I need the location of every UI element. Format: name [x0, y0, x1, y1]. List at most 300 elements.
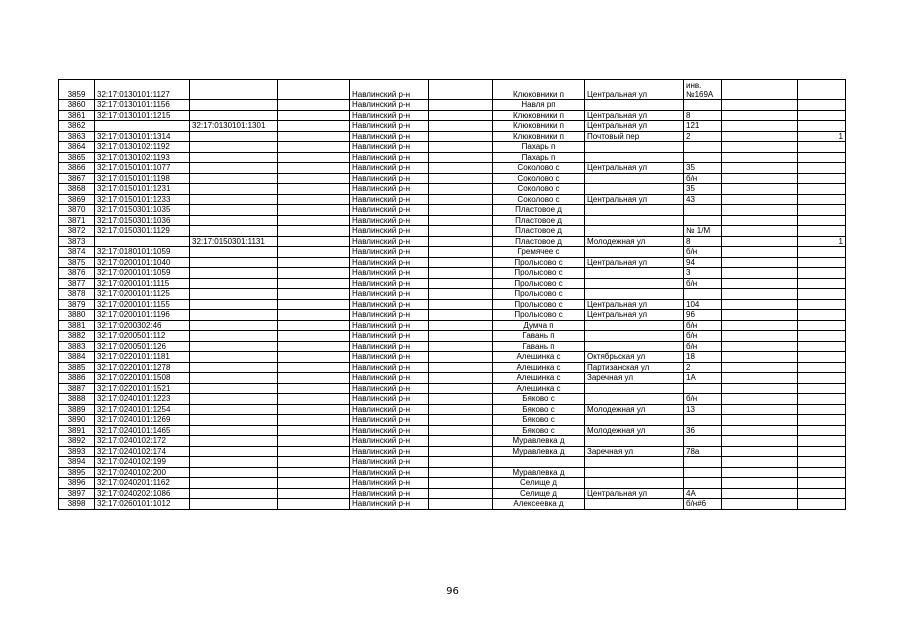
house-number-cell: 96 — [684, 310, 722, 321]
table-row — [59, 478, 846, 489]
empty-cell — [429, 499, 493, 510]
house-number-cell: 3 — [684, 268, 722, 279]
street-cell — [585, 341, 684, 352]
row-number-cell: 3873 — [59, 236, 95, 247]
empty-cell — [722, 457, 798, 468]
street-cell — [585, 173, 684, 184]
street-cell — [585, 247, 684, 258]
count-cell — [798, 404, 846, 415]
empty-cell — [429, 310, 493, 321]
count-cell — [798, 310, 846, 321]
street-cell: Центральная ул — [585, 257, 684, 268]
locality-cell: Навля рп — [493, 100, 585, 111]
count-cell — [798, 488, 846, 499]
district-cell: Навлинский р-н — [350, 488, 429, 499]
empty-cell — [722, 142, 798, 153]
cadastral-number-alt-cell — [190, 373, 278, 384]
cadastral-number-cell: 32:17:0150301:1035 — [95, 205, 190, 216]
row-number-cell: 3885 — [59, 362, 95, 373]
cadastral-number-alt-cell — [190, 215, 278, 226]
empty-cell — [722, 499, 798, 510]
district-cell: Навлинский р-н — [350, 425, 429, 436]
street-cell — [585, 478, 684, 489]
table-row — [59, 446, 846, 457]
count-cell — [798, 425, 846, 436]
empty-cell — [429, 373, 493, 384]
cadastral-number-cell: 32:17:0240102:172 — [95, 436, 190, 447]
row-number-cell: 3897 — [59, 488, 95, 499]
cadastral-number-cell: 32:17:0150101:1198 — [95, 173, 190, 184]
empty-cell — [278, 320, 350, 331]
table-row — [59, 173, 846, 184]
empty-cell — [278, 478, 350, 489]
row-number-cell: 3888 — [59, 394, 95, 405]
cadastral-number-cell: 32:17:0130101:1156 — [95, 100, 190, 111]
locality-cell: Муравлевка д — [493, 467, 585, 478]
cadastral-number-alt-cell — [190, 499, 278, 510]
page-number: 96 — [446, 586, 459, 597]
cadastral-number-cell: 32:17:0240201:1162 — [95, 478, 190, 489]
district-cell: Навлинский р-н — [350, 131, 429, 142]
house-number-cell: 35 — [684, 184, 722, 195]
cadastral-number-alt-cell — [190, 247, 278, 258]
cadastral-number-cell: 32:17:0220101:1508 — [95, 373, 190, 384]
table-row — [59, 194, 846, 205]
empty-cell — [278, 205, 350, 216]
empty-cell — [429, 289, 493, 300]
empty-cell — [278, 331, 350, 342]
district-cell: Навлинский р-н — [350, 142, 429, 153]
empty-cell — [722, 446, 798, 457]
empty-cell — [278, 499, 350, 510]
empty-cell — [722, 257, 798, 268]
count-cell — [798, 163, 846, 174]
district-cell: Навлинский р-н — [350, 383, 429, 394]
table-row — [59, 383, 846, 394]
empty-cell — [278, 131, 350, 142]
empty-cell — [278, 457, 350, 468]
empty-cell — [429, 446, 493, 457]
cadastral-number-cell: 32:17:0220101:1278 — [95, 362, 190, 373]
empty-cell — [278, 194, 350, 205]
cadastral-number-cell: 32:17:0260101:1012 — [95, 499, 190, 510]
cadastral-number-cell: 32:17:0240101:1223 — [95, 394, 190, 405]
table-row — [59, 152, 846, 163]
cadastral-number-cell: 32:17:0150101:1231 — [95, 184, 190, 195]
table-row — [59, 80, 846, 100]
locality-cell: Думча п — [493, 320, 585, 331]
row-number-cell: 3881 — [59, 320, 95, 331]
cadastral-number-cell: 32:17:0200501:126 — [95, 341, 190, 352]
house-number-cell: 43 — [684, 194, 722, 205]
table-row — [59, 236, 846, 247]
empty-cell — [429, 488, 493, 499]
locality-cell: Алешинка с — [493, 373, 585, 384]
table-row — [59, 278, 846, 289]
district-cell: Навлинский р-н — [350, 194, 429, 205]
empty-cell — [429, 80, 493, 100]
cadastral-number-cell: 32:17:0240102:199 — [95, 457, 190, 468]
count-cell — [798, 320, 846, 331]
cadastral-number-cell: 32:17:0200501:112 — [95, 331, 190, 342]
count-cell: 1 — [798, 236, 846, 247]
empty-cell — [278, 404, 350, 415]
locality-cell: Пролысово с — [493, 257, 585, 268]
cadastral-number-cell: 32:17:0130101:1314 — [95, 131, 190, 142]
district-cell: Навлинский р-н — [350, 446, 429, 457]
table-row — [59, 415, 846, 426]
empty-cell — [429, 268, 493, 279]
cadastral-number-alt-cell — [190, 457, 278, 468]
house-number-cell: 13 — [684, 404, 722, 415]
count-cell — [798, 194, 846, 205]
street-cell: Заречная ул — [585, 373, 684, 384]
table-row — [59, 247, 846, 258]
cadastral-number-alt-cell — [190, 310, 278, 321]
district-cell: Навлинский р-н — [350, 499, 429, 510]
cadastral-number-cell: 32:17:0220101:1181 — [95, 352, 190, 363]
street-cell: Молодежная ул — [585, 404, 684, 415]
street-cell — [585, 142, 684, 153]
locality-cell: Пластовое д — [493, 226, 585, 237]
empty-cell — [278, 362, 350, 373]
house-number-cell: 8 — [684, 110, 722, 121]
street-cell — [585, 457, 684, 468]
cadastral-number-alt-cell — [190, 341, 278, 352]
empty-cell — [722, 331, 798, 342]
cadastral-number-alt-cell — [190, 415, 278, 426]
locality-cell: Алешинка с — [493, 383, 585, 394]
table-row — [59, 310, 846, 321]
empty-cell — [278, 173, 350, 184]
row-number-cell: 3891 — [59, 425, 95, 436]
empty-cell — [278, 142, 350, 153]
street-cell: Партизанская ул — [585, 362, 684, 373]
district-cell: Навлинский р-н — [350, 110, 429, 121]
street-cell: Молодежная ул — [585, 236, 684, 247]
house-number-cell — [684, 215, 722, 226]
row-number-cell: 3895 — [59, 467, 95, 478]
district-cell: Навлинский р-н — [350, 362, 429, 373]
cadastral-number-cell: 32:17:0240101:1254 — [95, 404, 190, 415]
cadastral-number-alt-cell — [190, 394, 278, 405]
empty-cell — [722, 478, 798, 489]
table-row — [59, 467, 846, 478]
table-row — [59, 362, 846, 373]
empty-cell — [278, 215, 350, 226]
count-cell — [798, 299, 846, 310]
empty-cell — [722, 205, 798, 216]
cadastral-number-cell: 32:17:0200101:1155 — [95, 299, 190, 310]
street-cell: Центральная ул — [585, 488, 684, 499]
empty-cell — [278, 467, 350, 478]
district-cell: Навлинский р-н — [350, 268, 429, 279]
count-cell — [798, 100, 846, 111]
cadastral-number-alt-cell: 32:17:0150301:1131 — [190, 236, 278, 247]
empty-cell — [722, 236, 798, 247]
empty-cell — [722, 488, 798, 499]
empty-cell — [429, 320, 493, 331]
cadastral-number-cell: 32:17:0200302:46 — [95, 320, 190, 331]
row-number-cell: 3893 — [59, 446, 95, 457]
district-cell: Навлинский р-н — [350, 163, 429, 174]
empty-cell — [722, 425, 798, 436]
locality-cell: Алешинка с — [493, 352, 585, 363]
house-number-cell: 104 — [684, 299, 722, 310]
street-cell: Центральная ул — [585, 194, 684, 205]
count-cell — [798, 257, 846, 268]
table-row — [59, 257, 846, 268]
empty-cell — [722, 173, 798, 184]
house-number-cell: б/н — [684, 341, 722, 352]
empty-cell — [429, 110, 493, 121]
row-number-cell: 3866 — [59, 163, 95, 174]
house-number-cell: 94 — [684, 257, 722, 268]
empty-cell — [429, 142, 493, 153]
street-cell — [585, 467, 684, 478]
count-cell — [798, 373, 846, 384]
count-cell — [798, 205, 846, 216]
empty-cell — [278, 341, 350, 352]
cadastral-number-cell: 32:17:0240101:1269 — [95, 415, 190, 426]
count-cell — [798, 331, 846, 342]
count-cell — [798, 278, 846, 289]
house-number-cell: б/н — [684, 173, 722, 184]
cadastral-number-alt-cell — [190, 478, 278, 489]
empty-cell — [429, 247, 493, 258]
empty-cell — [429, 194, 493, 205]
street-cell: Центральная ул — [585, 110, 684, 121]
row-number-cell: 3869 — [59, 194, 95, 205]
locality-cell: Клюковники п — [493, 80, 585, 100]
empty-cell — [278, 121, 350, 132]
district-cell: Навлинский р-н — [350, 331, 429, 342]
empty-cell — [278, 80, 350, 100]
empty-cell — [429, 478, 493, 489]
street-cell — [585, 215, 684, 226]
row-number-cell: 3864 — [59, 142, 95, 153]
cadastral-number-cell — [95, 121, 190, 132]
table-row — [59, 289, 846, 300]
empty-cell — [722, 467, 798, 478]
row-number-cell: 3889 — [59, 404, 95, 415]
district-cell: Навлинский р-н — [350, 341, 429, 352]
row-number-cell: 3898 — [59, 499, 95, 510]
empty-cell — [722, 247, 798, 258]
cadastral-number-alt-cell — [190, 320, 278, 331]
table-row — [59, 184, 846, 195]
street-cell — [585, 100, 684, 111]
house-number-cell — [684, 383, 722, 394]
street-cell: Молодежная ул — [585, 425, 684, 436]
table-row — [59, 226, 846, 237]
empty-cell — [278, 257, 350, 268]
district-cell: Навлинский р-н — [350, 373, 429, 384]
empty-cell — [429, 278, 493, 289]
cadastral-number-cell: 32:17:0200101:1196 — [95, 310, 190, 321]
row-number-cell: 3861 — [59, 110, 95, 121]
table-row — [59, 131, 846, 142]
street-cell — [585, 289, 684, 300]
street-cell — [585, 184, 684, 195]
table-row — [59, 215, 846, 226]
table-row — [59, 142, 846, 153]
locality-cell — [493, 457, 585, 468]
street-cell — [585, 499, 684, 510]
count-cell — [798, 394, 846, 405]
row-number-cell: 3884 — [59, 352, 95, 363]
empty-cell — [722, 404, 798, 415]
empty-cell — [278, 184, 350, 195]
district-cell: Навлинский р-н — [350, 320, 429, 331]
locality-cell: Клюковники п — [493, 110, 585, 121]
house-number-cell: б/н#6 — [684, 499, 722, 510]
house-number-cell: 2 — [684, 362, 722, 373]
empty-cell — [722, 436, 798, 447]
house-number-cell — [684, 467, 722, 478]
district-cell: Навлинский р-н — [350, 226, 429, 237]
locality-cell: Соколово с — [493, 194, 585, 205]
cadastral-number-alt-cell — [190, 268, 278, 279]
cadastral-number-cell: 32:17:0150301:1036 — [95, 215, 190, 226]
cadastral-number-cell: 32:17:0130101:1215 — [95, 110, 190, 121]
locality-cell: Пластовое д — [493, 205, 585, 216]
empty-cell — [278, 226, 350, 237]
house-number-cell — [684, 478, 722, 489]
table-row — [59, 457, 846, 468]
empty-cell — [429, 163, 493, 174]
street-cell — [585, 226, 684, 237]
empty-cell — [722, 310, 798, 321]
count-cell — [798, 499, 846, 510]
empty-cell — [722, 341, 798, 352]
cadastral-number-cell: 32:17:0240102:200 — [95, 467, 190, 478]
empty-cell — [278, 299, 350, 310]
table-row — [59, 373, 846, 384]
cadastral-number-alt-cell: 32:17:0130101:1301 — [190, 121, 278, 132]
empty-cell — [429, 341, 493, 352]
cadastral-number-alt-cell — [190, 100, 278, 111]
district-cell: Навлинский р-н — [350, 404, 429, 415]
empty-cell — [429, 152, 493, 163]
empty-cell — [278, 373, 350, 384]
locality-cell: Соколово с — [493, 184, 585, 195]
empty-cell — [429, 467, 493, 478]
empty-cell — [429, 404, 493, 415]
locality-cell: Пролысово с — [493, 278, 585, 289]
cadastral-number-alt-cell — [190, 467, 278, 478]
house-number-cell: б/н — [684, 394, 722, 405]
cadastral-number-cell: 32:17:0200101:1059 — [95, 268, 190, 279]
street-cell — [585, 205, 684, 216]
cadastral-number-cell: 32:17:0200101:1115 — [95, 278, 190, 289]
empty-cell — [278, 236, 350, 247]
empty-cell — [722, 289, 798, 300]
district-cell: Навлинский р-н — [350, 352, 429, 363]
empty-cell — [278, 488, 350, 499]
locality-cell: Пролысово с — [493, 310, 585, 321]
empty-cell — [278, 100, 350, 111]
street-cell: Центральная ул — [585, 299, 684, 310]
empty-cell — [278, 446, 350, 457]
count-cell — [798, 226, 846, 237]
cadastral-number-cell — [95, 236, 190, 247]
street-cell: Заречная ул — [585, 446, 684, 457]
empty-cell — [429, 415, 493, 426]
empty-cell — [278, 383, 350, 394]
row-number-cell: 3883 — [59, 341, 95, 352]
locality-cell: Селище д — [493, 478, 585, 489]
empty-cell — [722, 110, 798, 121]
cadastral-number-alt-cell — [190, 257, 278, 268]
registry-table — [58, 79, 846, 510]
street-cell: Почтовый пер — [585, 131, 684, 142]
table-row — [59, 425, 846, 436]
district-cell: Навлинский р-н — [350, 467, 429, 478]
row-number-cell: 3878 — [59, 289, 95, 300]
count-cell — [798, 80, 846, 100]
count-cell — [798, 352, 846, 363]
table-row — [59, 436, 846, 447]
empty-cell — [278, 352, 350, 363]
empty-cell — [429, 100, 493, 111]
empty-cell — [429, 121, 493, 132]
row-number-cell: 3886 — [59, 373, 95, 384]
house-number-cell: 4А — [684, 488, 722, 499]
cadastral-number-alt-cell — [190, 194, 278, 205]
empty-cell — [278, 110, 350, 121]
locality-cell: Соколово с — [493, 163, 585, 174]
empty-cell — [722, 352, 798, 363]
cadastral-number-alt-cell — [190, 425, 278, 436]
house-number-cell — [684, 436, 722, 447]
cadastral-number-alt-cell — [190, 331, 278, 342]
row-number-cell: 3887 — [59, 383, 95, 394]
empty-cell — [429, 362, 493, 373]
row-number-cell: 3860 — [59, 100, 95, 111]
empty-cell — [278, 268, 350, 279]
count-cell — [798, 289, 846, 300]
house-number-cell: 78а — [684, 446, 722, 457]
house-number-cell: б/н — [684, 278, 722, 289]
district-cell: Навлинский р-н — [350, 184, 429, 195]
count-cell — [798, 362, 846, 373]
empty-cell — [278, 278, 350, 289]
row-number-cell: 3877 — [59, 278, 95, 289]
district-cell: Навлинский р-н — [350, 278, 429, 289]
locality-cell: Гавань п — [493, 341, 585, 352]
locality-cell: Пластовое д — [493, 236, 585, 247]
empty-cell — [722, 121, 798, 132]
house-number-cell: б/н — [684, 247, 722, 258]
street-cell — [585, 152, 684, 163]
table-row — [59, 341, 846, 352]
cadastral-number-alt-cell — [190, 226, 278, 237]
empty-cell — [429, 215, 493, 226]
empty-cell — [278, 152, 350, 163]
district-cell: Навлинский р-н — [350, 205, 429, 216]
row-number-cell: 3890 — [59, 415, 95, 426]
empty-cell — [429, 394, 493, 405]
cadastral-number-alt-cell — [190, 80, 278, 100]
locality-cell: Пахарь п — [493, 152, 585, 163]
house-number-cell — [684, 152, 722, 163]
street-cell: Центральная ул — [585, 80, 684, 100]
table-row — [59, 320, 846, 331]
empty-cell — [722, 268, 798, 279]
table-row — [59, 488, 846, 499]
empty-cell — [278, 394, 350, 405]
